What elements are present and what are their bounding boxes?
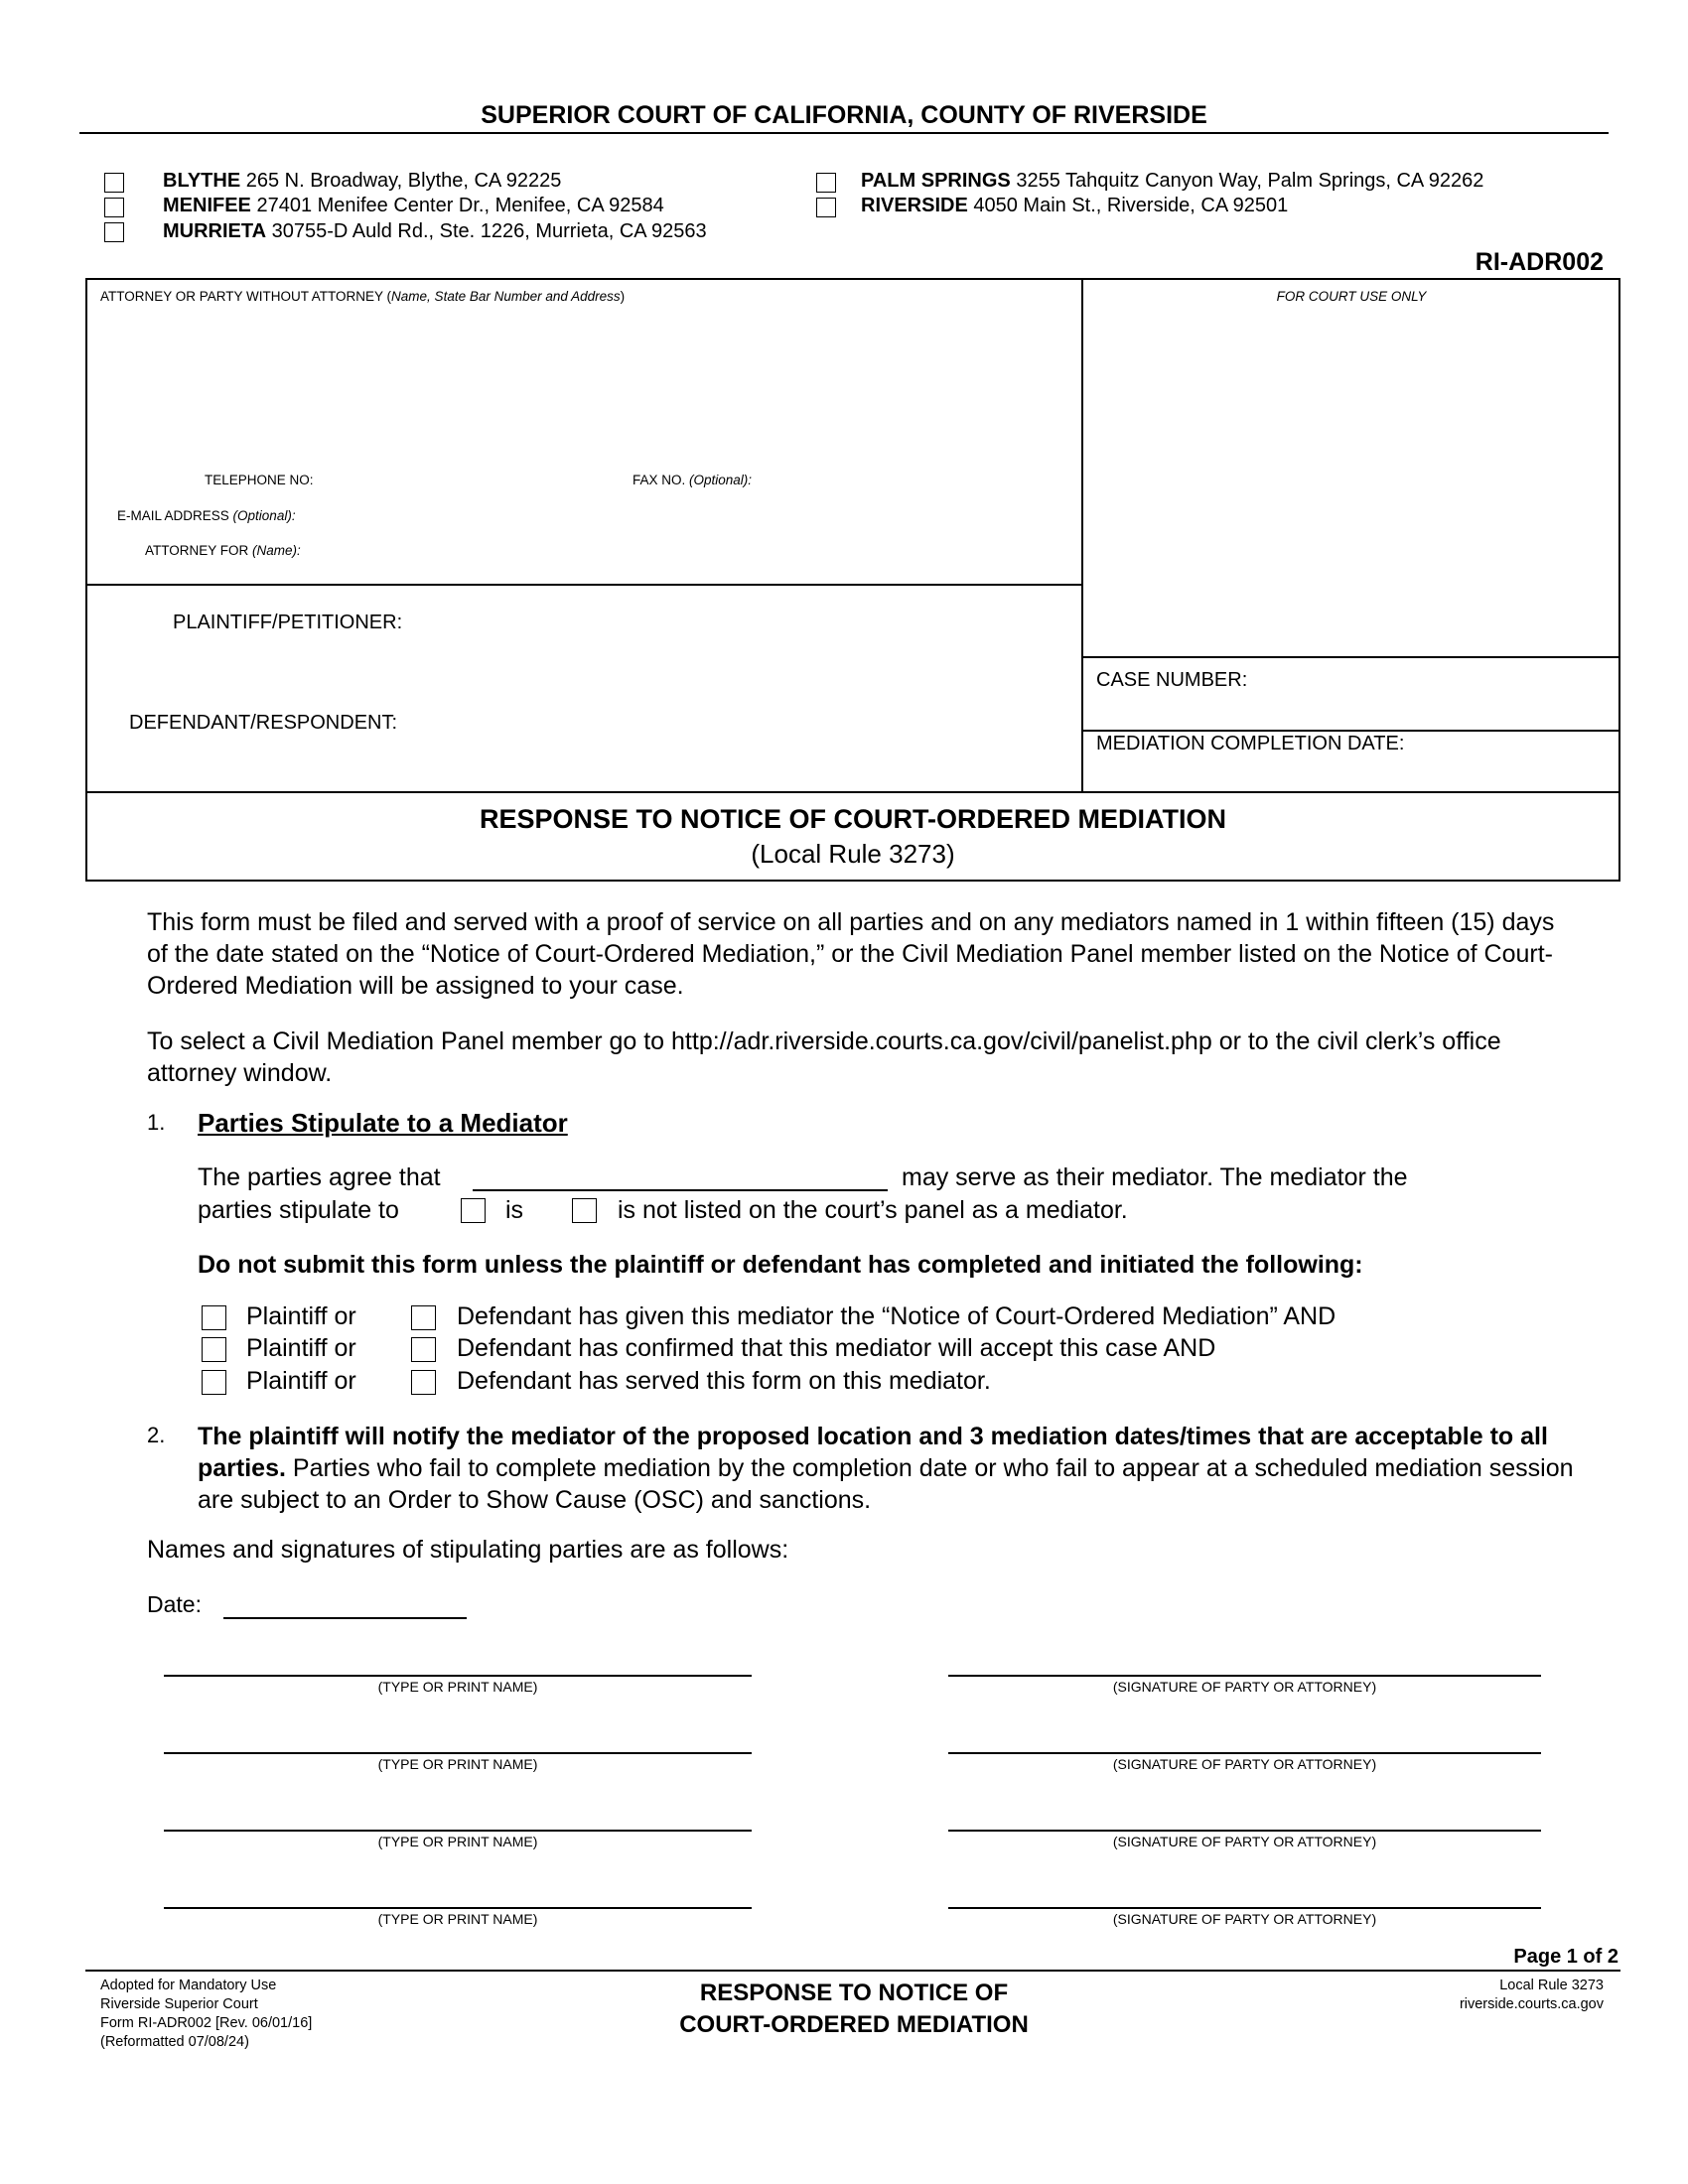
attorney-for-label: ATTORNEY FOR (Name): (145, 543, 301, 558)
name-field-4[interactable] (164, 1875, 752, 1907)
email-field[interactable] (343, 502, 1067, 526)
condition-1-plaintiff-label: Plaintiff or (246, 1302, 356, 1330)
telephone-label: TELEPHONE NO: (205, 473, 314, 487)
name-caption-3: (TYPE OR PRINT NAME) (377, 1834, 538, 1849)
footer-left-line-4: (Reformatted 07/08/24) (100, 2034, 249, 2050)
attorney-label: ATTORNEY OR PARTY WITHOUT ATTORNEY (Name, State Bar Number and Address) (100, 289, 626, 304)
location-menifee: MENIFEE 27401 Menifee Center Dr., Menifee, CA 92584 (163, 195, 664, 216)
footer-right-line-2: riverside.courts.ca.gov (1459, 1996, 1604, 2012)
footer-title-line-2: COURT-ORDERED MEDIATION (679, 2011, 1029, 2038)
date-line (223, 1617, 467, 1619)
fax-label: FAX NO. (Optional): (633, 473, 753, 487)
page-number: Page 1 of 2 (1513, 1946, 1618, 1968)
signature-field-2[interactable] (948, 1720, 1541, 1752)
caption-case-divider (1081, 656, 1620, 658)
instruction-paragraph-1: This form must be filed and served with a proof of service on all parties and on any mediators named in 1 within fifteen (15) days of the date stated on the “Notice of Court-Ordered Mediation,” or the Civil Mediation Panel member listed on the Notice of Court-Ordered Mediation will be assigned to your case. (147, 908, 1555, 1000)
defendant-label: DEFENDANT/RESPONDENT: (129, 712, 398, 734)
condition-1-plaintiff-checkbox[interactable] (202, 1305, 226, 1330)
name-line-2 (164, 1752, 752, 1754)
plaintiff-label: PLAINTIFF/PETITIONER: (173, 612, 403, 633)
plaintiff-field[interactable] (437, 606, 1062, 635)
form-title: RESPONSE TO NOTICE OF COURT-ORDERED MEDIATION (479, 804, 1227, 834)
location-murrieta: MURRIETA 30755-D Auld Rd., Ste. 1226, Murrieta, CA 92563 (163, 220, 707, 242)
location-checkbox-riverside[interactable] (816, 198, 836, 217)
name-caption-4: (TYPE OR PRINT NAME) (377, 1911, 538, 1927)
footer-left-line-1: Adopted for Mandatory Use (100, 1978, 277, 1993)
form-number: RI-ADR002 (1475, 248, 1604, 276)
condition-3-defendant-checkbox[interactable] (411, 1370, 436, 1395)
footer-title (556, 1978, 1152, 2041)
telephone-field[interactable] (343, 467, 621, 490)
is-not-listed-checkbox[interactable] (572, 1198, 597, 1223)
signature-line-4 (948, 1907, 1541, 1909)
location-checkbox-murrieta[interactable] (104, 222, 124, 242)
footer-right-line-1: Local Rule 3273 (1499, 1978, 1604, 1993)
section-1-number: 1. (147, 1110, 166, 1135)
form-subtitle: (Local Rule 3273) (751, 839, 955, 869)
signature-field-3[interactable] (948, 1798, 1541, 1830)
caption-party-divider (85, 584, 1082, 586)
fax-field[interactable] (784, 467, 1072, 490)
header-rule (79, 132, 1609, 134)
mediator-name-line (473, 1189, 888, 1191)
signature-line-3 (948, 1830, 1541, 1832)
location-riverside: RIVERSIDE 4050 Main St., Riverside, CA 92501 (861, 195, 1289, 216)
signatures-intro: Names and signatures of stipulating parties are as follows: (147, 1536, 789, 1564)
footer-left-line-3: Form RI-ADR002 [Rev. 06/01/16] (100, 2015, 313, 2031)
section-2-number: 2. (147, 1423, 166, 1447)
instruction-paragraph-2: To select a Civil Mediation Panel member go to http://adr.riverside.courts.ca.gov/civil/panelist.php or to the civil clerk’s office attorney window. (147, 1027, 1501, 1087)
caption-vertical-divider (1081, 278, 1083, 792)
condition-2-defendant-checkbox[interactable] (411, 1337, 436, 1362)
is-not-listed-label: is not listed on the court’s panel as a mediator. (618, 1196, 1128, 1224)
is-listed-checkbox[interactable] (461, 1198, 486, 1223)
condition-1-text: Defendant has given this mediator the “Notice of Court-Ordered Mediation” AND (457, 1302, 1336, 1330)
location-checkbox-palm-springs[interactable] (816, 173, 836, 193)
mediation-date-field[interactable] (1096, 758, 1608, 786)
email-label: E-MAIL ADDRESS (Optional): (117, 508, 296, 523)
footer-title-line-1: RESPONSE TO NOTICE OF (699, 1979, 1009, 2006)
condition-3-plaintiff-checkbox[interactable] (202, 1370, 226, 1395)
name-field-2[interactable] (164, 1720, 752, 1752)
mediator-name-field[interactable] (473, 1160, 888, 1189)
name-line-4 (164, 1907, 752, 1909)
signature-caption-4: (SIGNATURE OF PARTY OR ATTORNEY) (1112, 1911, 1377, 1927)
name-line-1 (164, 1675, 752, 1677)
caption-date-divider (1081, 730, 1620, 732)
footer-left-line-2: Riverside Superior Court (100, 1996, 258, 2012)
condition-1-defendant-checkbox[interactable] (411, 1305, 436, 1330)
submit-warning: Do not submit this form unless the plaintiff or defendant has completed and initiated the following: (198, 1251, 1363, 1279)
signature-line-2 (948, 1752, 1541, 1754)
condition-2-plaintiff-label: Plaintiff or (246, 1334, 356, 1362)
court-title: SUPERIOR COURT OF CALIFORNIA, COUNTY OF RIVERSIDE (481, 101, 1207, 129)
location-blythe: BLYTHE 265 N. Broadway, Blythe, CA 92225 (163, 170, 562, 192)
date-field[interactable] (223, 1588, 467, 1617)
signature-caption-2: (SIGNATURE OF PARTY OR ATTORNEY) (1112, 1756, 1377, 1772)
footer-left (100, 1977, 312, 2052)
name-line-3 (164, 1830, 752, 1832)
footer-rule (85, 1970, 1620, 1972)
condition-2-text: Defendant has confirmed that this mediator will accept this case AND (457, 1334, 1216, 1362)
name-caption-1: (TYPE OR PRINT NAME) (377, 1679, 538, 1695)
mediation-date-label: MEDIATION COMPLETION DATE: (1096, 733, 1405, 754)
agree-suffix: may serve as their mediator. The mediator the (902, 1163, 1408, 1191)
case-number-label: CASE NUMBER: (1096, 669, 1248, 691)
court-use-label: FOR COURT USE ONLY (1276, 289, 1427, 304)
footer-right (1311, 1977, 1604, 2014)
signature-line-1 (948, 1675, 1541, 1677)
case-number-field[interactable] (1096, 695, 1608, 725)
condition-2-plaintiff-checkbox[interactable] (202, 1337, 226, 1362)
name-field-1[interactable] (164, 1643, 752, 1675)
agree-prefix: The parties agree that (198, 1163, 441, 1191)
defendant-field[interactable] (437, 706, 1062, 736)
stipulate-text: parties stipulate to (198, 1196, 399, 1224)
name-caption-2: (TYPE OR PRINT NAME) (377, 1756, 538, 1772)
condition-3-text: Defendant has served this form on this mediator. (457, 1367, 991, 1395)
name-field-3[interactable] (164, 1798, 752, 1830)
signature-field-4[interactable] (948, 1875, 1541, 1907)
signature-caption-3: (SIGNATURE OF PARTY OR ATTORNEY) (1112, 1834, 1377, 1849)
section-2-text: The plaintiff will notify the mediator of the proposed location and 3 mediation dates/times that are acceptable to all parties. Parties who fail to complete mediation by the completion date or who fail to appear at a scheduled mediation session are subject to an Order to Show Cause (OSC) and sanctions. (198, 1423, 1574, 1514)
attorney-for-field[interactable] (343, 537, 1067, 561)
condition-3-plaintiff-label: Plaintiff or (246, 1367, 356, 1395)
signature-field-1[interactable] (948, 1643, 1541, 1675)
location-checkbox-menifee[interactable] (104, 198, 124, 217)
location-checkbox-blythe[interactable] (104, 173, 124, 193)
location-palm-springs: PALM SPRINGS 3255 Tahquitz Canyon Way, Palm Springs, CA 92262 (861, 170, 1484, 192)
caption-title-divider (85, 791, 1620, 793)
is-listed-label: is (505, 1196, 524, 1224)
section-1-heading: Parties Stipulate to a Mediator (198, 1108, 568, 1138)
attorney-name-address-field[interactable] (99, 310, 1072, 459)
date-label: Date: (147, 1591, 202, 1617)
signature-caption-1: (SIGNATURE OF PARTY OR ATTORNEY) (1112, 1679, 1377, 1695)
